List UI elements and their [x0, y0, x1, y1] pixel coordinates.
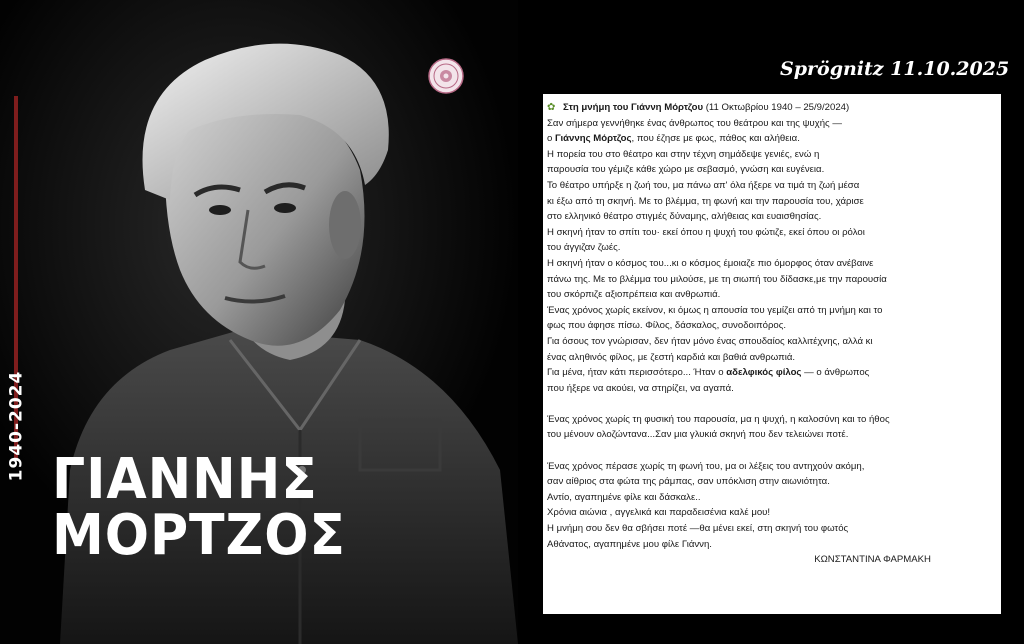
text-line: Ένας χρόνος χωρίς τη φυσική του παρουσία, μα η ψυχή, η καλοσύνη και το ήθος [547, 413, 890, 425]
text-line: Ένας χρόνος χωρίς εκείνον, κι όμως η απουσία του γεμίζει από τη μνήμη και το [547, 304, 883, 316]
last-name: ΜΟΡΤΖΟΣ [52, 503, 346, 568]
leaf-icon: ✿ [547, 102, 556, 113]
text-line: Αθάνατος, αγαπημένε μου φίλε Γιάννη. [547, 538, 712, 550]
text-line: Η σκηνή ήταν ο κόσμος του...κι ο κόσμος έμοιαζε πιο όμορφος όταν ανέβαινε [547, 257, 874, 269]
text-line: Σαν σήμερα γεννήθηκε ένας άνθρωπος του θεάτρου και της ψυχής — [547, 117, 842, 129]
text-line: Χρόνια αιώνια , αγγελικά και παραδεισένια καλέ μου! [547, 507, 771, 519]
text-line: παρουσία του γέμιζε κάθε χώρο με σεβασμό, γνώση και ευγένεια. [547, 164, 825, 176]
text-line: Η σκηνή ήταν το σπίτι του· εκεί όπου η ψυχή του φώτιζε, εκεί όπου οι ρόλοι [547, 226, 865, 238]
paragraph-gap [547, 443, 997, 459]
title-dates: (11 Οκτωβρίου 1940 – 25/9/2024) [703, 102, 850, 113]
place-date: Sprögnitz 11.10.2025 [780, 58, 1010, 80]
text-line: σαν αίθριος στα φώτα της ράμπας, σαν υπόκλιση στην αιωνιότητα. [547, 476, 830, 488]
brotherly-friend-highlight: αδελφικός φίλος [726, 367, 802, 379]
text-fragment: , που έζησε με φως, πάθος και αλήθεια. [631, 133, 800, 145]
text-line: κι έξω από τη σκηνή. Με το βλέμμα, τη φωνή και την παρουσία του, χάρισε [547, 195, 864, 207]
text-line: ένας αληθινός φίλος, με ζεστή καρδιά και βαθιά ανθρωπιά. [547, 351, 796, 363]
text-line [547, 131, 997, 147]
text-line: που ήξερε να ακούει, να στηρίζει, να αγαπά. [547, 382, 734, 394]
text-line: Η πορεία του στο θέατρο και στην τέχνη σημάδεψε γενιές, ενώ η [547, 148, 820, 160]
title-text: Στη μνήμη του Γιάννη Μόρτζου [563, 102, 704, 113]
years-text: 1940-2024 [6, 370, 26, 482]
text-line: στο ελληνικό θέατρο στιγμές δύναμης, αλήθειας και ευαισθησίας. [547, 211, 822, 223]
text-line [547, 365, 997, 381]
text-line: Η μνήμη σου δεν θα σβήσει ποτέ —θα μένει εκεί, στη σκηνή του φωτός [547, 523, 849, 535]
text-line: του σκόρπιζε αξιοπρέπεια και ανθρωπιά. [547, 289, 721, 301]
tribute-title [547, 100, 997, 116]
signature: ΚΩΝΣΤΑΝΤΙΝΑ ΦΑΡΜΑΚΗ [814, 554, 931, 566]
text-line: του μένουν ολοζώντανα...Σαν μια γλυκιά σκηνή που δεν τελειώνει ποτέ. [547, 429, 849, 441]
tribute-text [547, 100, 997, 568]
text-line: Το θέατρο υπήρξε η ζωή του, μα πάνω απ' όλα ήξερε να τιμά τη ζωή μέσα [547, 179, 860, 191]
emblem-icon [428, 58, 464, 94]
years-label [2, 366, 30, 486]
text-line: Αντίο, αγαπημένε φίλε και δάσκαλε.. [547, 491, 701, 503]
text-line: Ένας χρόνος πέρασε χωρίς τη φωνή του, μα οι λέξεις του αντηχούν ακόμη, [547, 460, 865, 472]
text-fragment: ο [547, 133, 556, 145]
text-fragment: Για μένα, ήταν κάτι περισσότερο... Ήταν ο [547, 367, 727, 379]
first-name: ΓΙΑΝΝΗΣ [52, 447, 318, 512]
text-line: του άγγιζαν ζωές. [547, 242, 621, 254]
tribute-text-panel [543, 94, 1001, 614]
text-line: φως που άφησε πίσω. Φίλος, δάσκαλος, συνοδοιπόρος. [547, 320, 787, 332]
text-line: Για όσους τον γνώρισαν, δεν ήταν μόνο ένας σπουδαίος καλλιτέχνης, αλλά κι [547, 335, 873, 347]
name-highlight: Γιάννης Μόρτζος [555, 133, 632, 145]
text-fragment: — ο άνθρωπος [801, 367, 870, 379]
text-line: πάνω της. Με το βλέμμα του μιλούσε, με τη σιωπή του δίδασκε,με την παρουσία [547, 273, 887, 285]
paragraph-gap [547, 396, 997, 412]
